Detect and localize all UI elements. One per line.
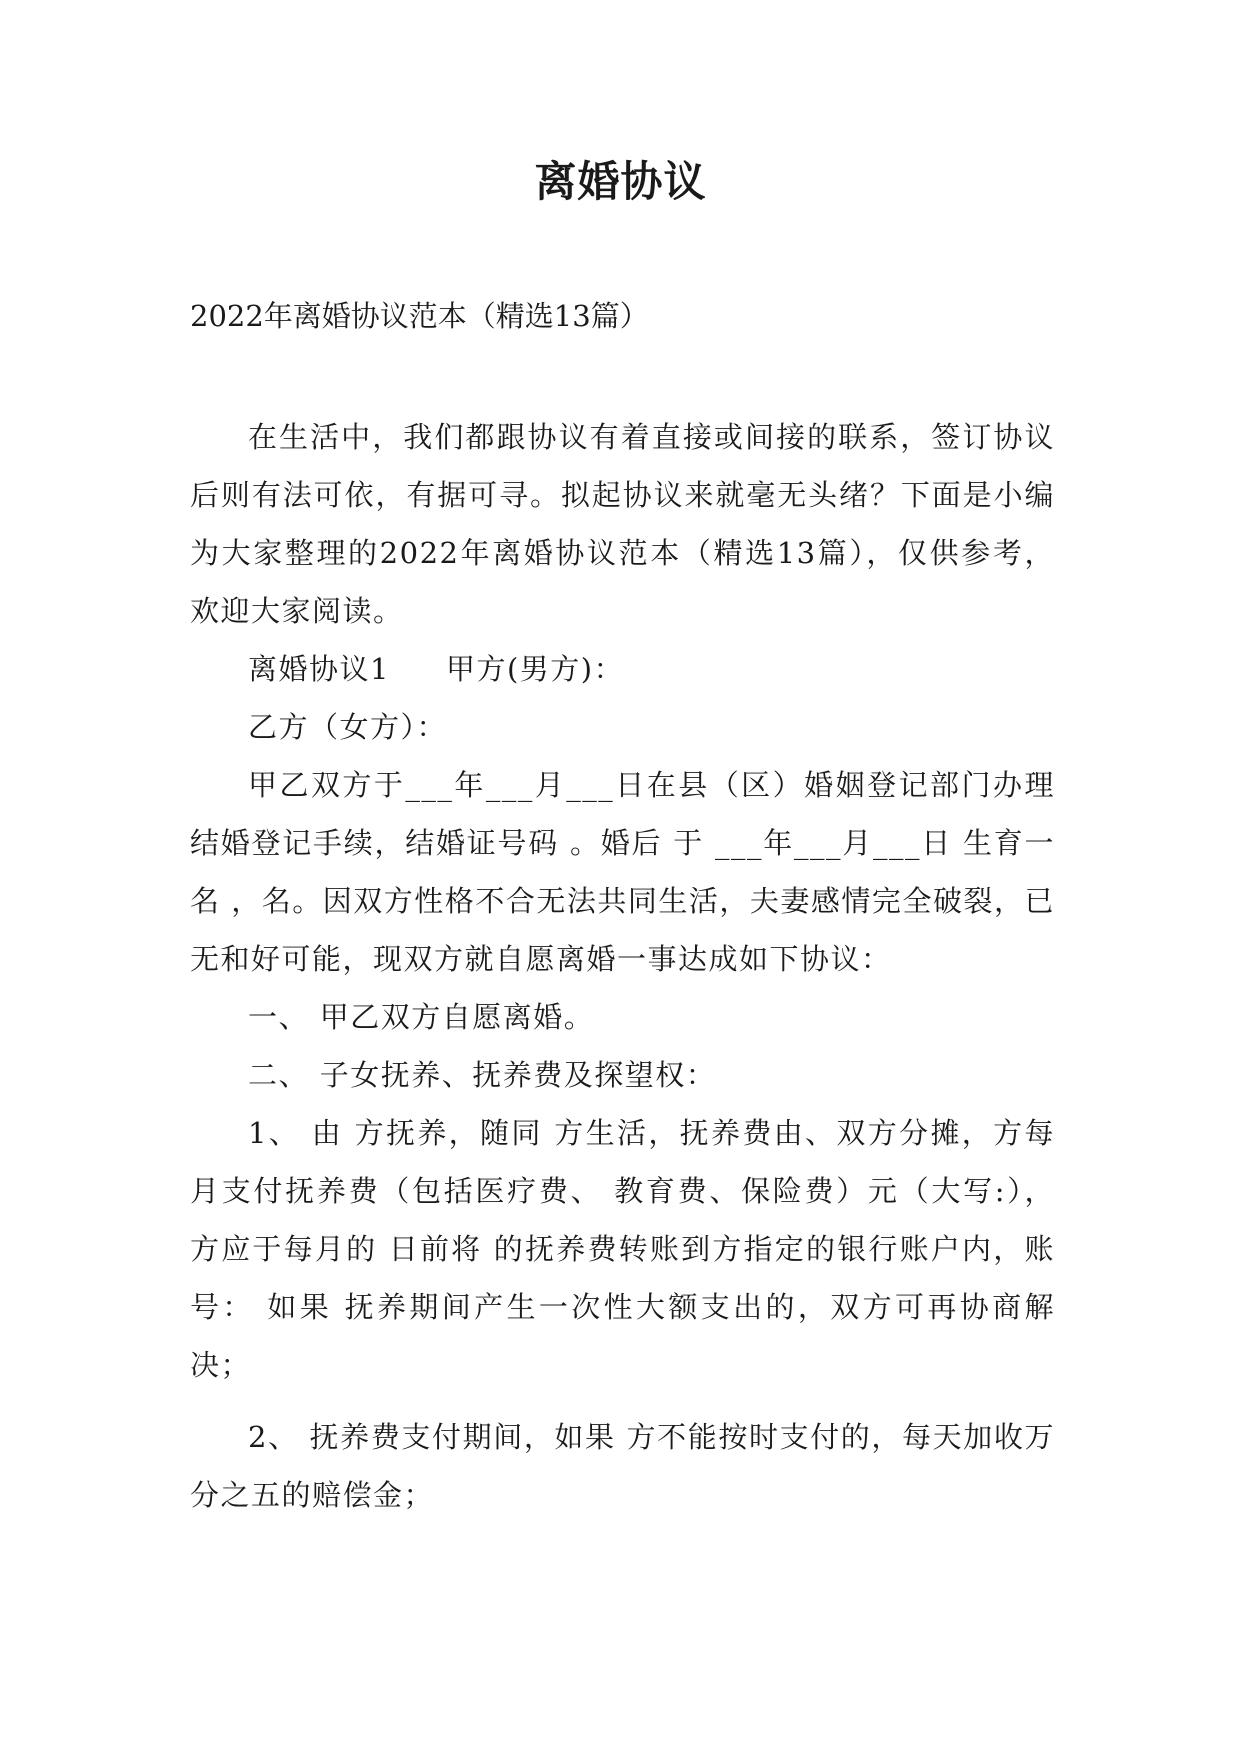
agreement-label: 离婚协议1 [248,652,390,686]
marriage-clause: 甲乙双方于___年___月___日在县（区）婚姻登记部门办理结婚登记手续，结婚证号码 。婚后 于 ___年___月___日 生育一名 ，名。因双方性格不合无法共同生活，夫妻感情完全破裂，已无和好可能，现双方就自愿离婚一事达成如下协议： [190,768,1055,976]
party-b-label: 乙方（女方）： [248,710,448,744]
intro-paragraph: 在生活中，我们都跟协议有着直接或间接的联系，签订协议后则有法可依，有据可寻。拟起协议来就毫无头绪？下面是小编为大家整理的2022年离婚协议范本（精选13篇），仅供参考，欢迎大家阅读。 [190,420,1055,628]
document-body [190,408,1055,1524]
agreement-heading-line [190,640,1055,698]
party-a-label: 甲方(男方)： [445,652,625,686]
item-two: 二、 子女抚养、抚养费及探望权： [248,1058,717,1092]
sub-item-one: 1、 由 方抚养，随同 方生活，抚养费由、双方分摊，方每月支付抚养费（包括医疗费、 教育费、保险费）元（大写:）， 方应于每月的 日前将 的抚养费转账到方指定的银行账户内，账号： 如果 抚养期间产生一次性大额支出的，双方可再协商解决； [190,1116,1055,1382]
document-subtitle: 2022年离婚协议范本（精选13篇） [190,299,649,333]
item-one: 一、 甲乙双方自愿离婚。 [248,1000,595,1034]
document-title: 离婚协议 [534,157,707,206]
sub-item-two: 2、 抚养费支付期间，如果 方不能按时支付的，每天加收万分之五的赔偿金； [190,1420,1055,1512]
